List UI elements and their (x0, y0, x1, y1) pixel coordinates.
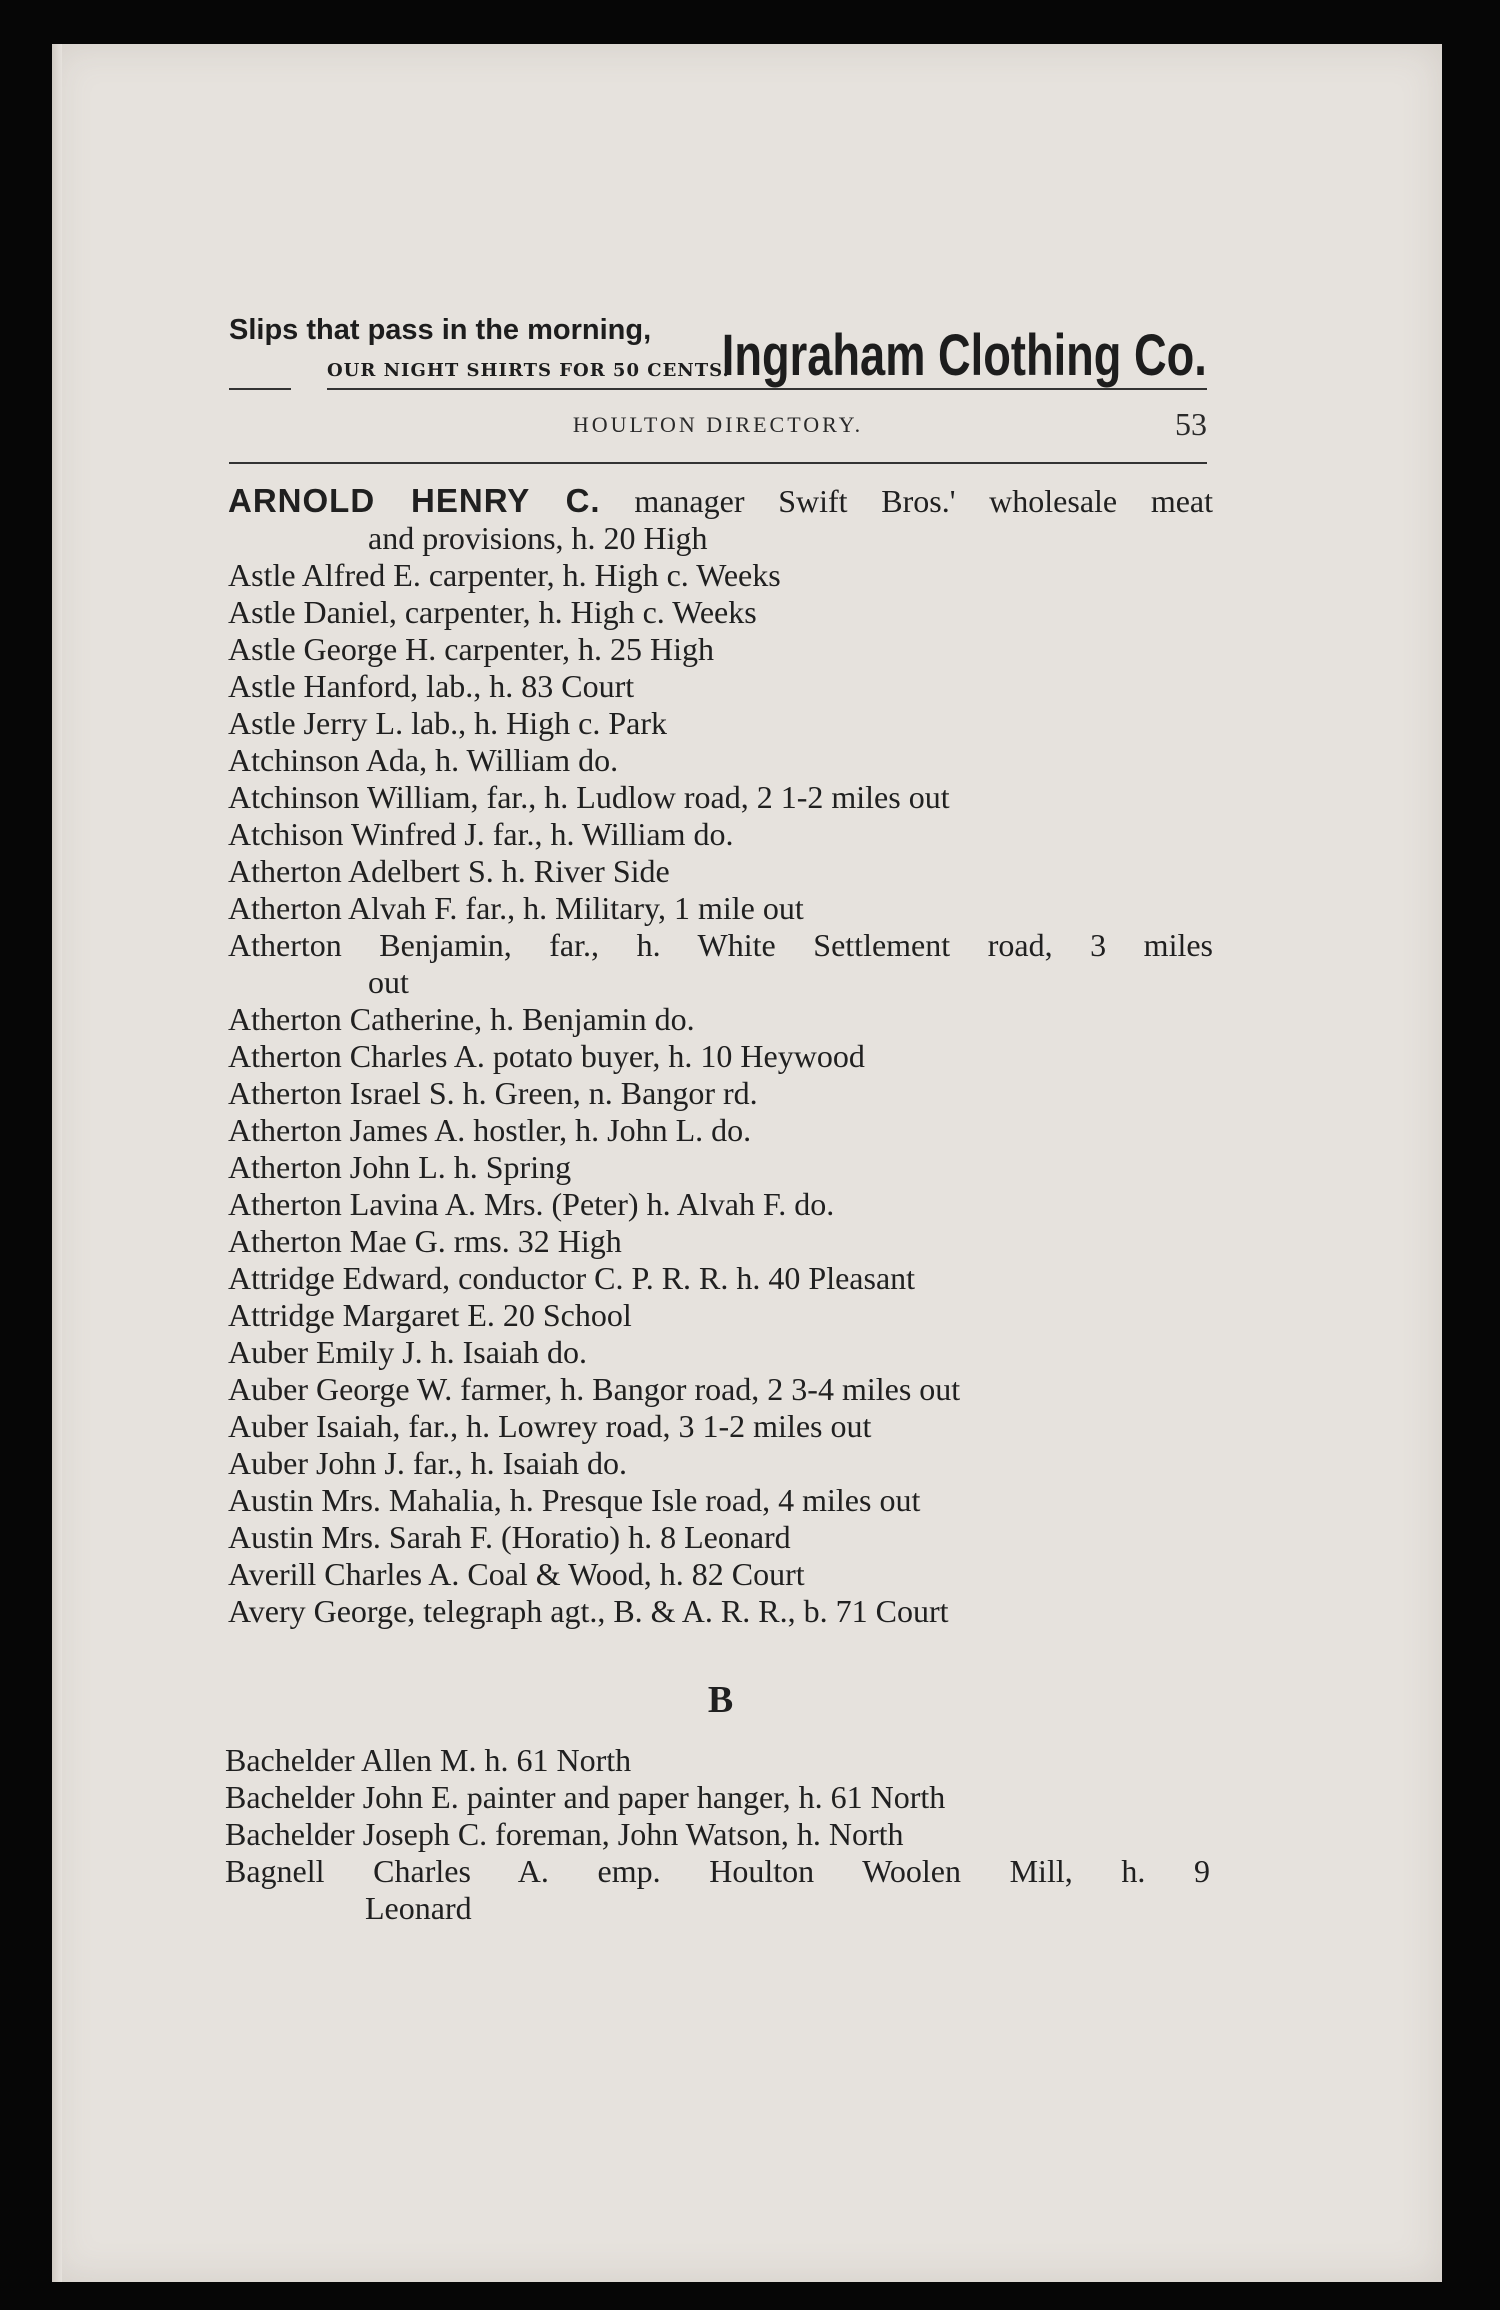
directory-entry (228, 816, 1213, 853)
entry-text: Atchison Winfred J. far., h. William do. (228, 816, 734, 852)
lead-entry-rest: manager Swift Bros.' wholesale meat (634, 483, 1214, 519)
directory-entry (228, 631, 1213, 668)
entry-text: Auber Isaiah, far., h. Lowrey road, 3 1-2 miles out (228, 1408, 872, 1444)
entry-text: Astle Hanford, lab., h. 83 Court (228, 668, 635, 704)
directory-entry (228, 1001, 1213, 1038)
directory-entry (228, 1482, 1213, 1519)
lead-entry-continuation: and provisions, h. 20 High (368, 520, 708, 556)
directory-entry (228, 594, 1213, 631)
entry-text: Auber George W. farmer, h. Bangor road, 2 3-4 miles out (228, 1371, 961, 1407)
directory-entry (228, 1260, 1213, 1297)
entry-text: Attridge Margaret E. 20 School (228, 1297, 632, 1333)
section-a-entries (228, 482, 1213, 1630)
entry-list-b (225, 1742, 1210, 1927)
directory-entry (228, 742, 1213, 779)
directory-entry (228, 557, 1213, 594)
entry-text: Austin Mrs. Sarah F. (Horatio) h. 8 Leonard (228, 1519, 791, 1555)
directory-entry (228, 668, 1213, 705)
directory-entry (228, 890, 1213, 927)
ad-brand-name: Ingraham Clothing Co. (721, 323, 1207, 388)
lead-entry-line (228, 482, 1213, 520)
directory-entry (225, 1816, 1210, 1853)
entry-text: Bagnell Charles A. emp. Houlton Woolen Mill, h. 9 (225, 1853, 1210, 1889)
entry-text: Astle Jerry L. lab., h. High c. Park (228, 705, 668, 741)
directory-entry (228, 1408, 1213, 1445)
directory-entry (228, 1556, 1213, 1593)
running-title: HOULTON DIRECTORY. (572, 412, 864, 437)
entry-text: Atherton Israel S. h. Green, n. Bangor rd. (228, 1075, 758, 1111)
entry-text: Atherton Benjamin, far., h. White Settlement road, 3 miles (228, 927, 1213, 963)
lead-entry-name: ARNOLD HENRY C. (228, 482, 601, 519)
entry-text: Bachelder Allen M. h. 61 North (225, 1742, 632, 1778)
entry-text: Atherton Mae G. rms. 32 High (228, 1223, 622, 1259)
entry-text: Bachelder John E. painter and paper hanger, h. 61 North (225, 1779, 946, 1815)
ad-slogan: Slips that pass in the morning, (229, 314, 652, 346)
section-b-entries (225, 1742, 1210, 1927)
directory-entry (228, 1371, 1213, 1408)
entry-text: Atherton Adelbert S. h. River Side (228, 853, 670, 889)
entry-text: Auber Emily J. h. Isaiah do. (228, 1334, 588, 1370)
page-edge (52, 44, 62, 2282)
ad-offer: OUR NIGHT SHIRTS FOR 50 CENTS. (327, 360, 730, 381)
entry-text: Astle Daniel, carpenter, h. High c. Weeks (228, 594, 757, 630)
entry-text: Astle Alfred E. carpenter, h. High c. Weeks (228, 557, 781, 593)
directory-entry (228, 1223, 1213, 1260)
page-number: 53 (1175, 406, 1207, 442)
entry-text: Austin Mrs. Mahalia, h. Presque Isle road, 4 miles out (228, 1482, 921, 1518)
entry-text: Atherton Charles A. potato buyer, h. 10 Heywood (228, 1038, 865, 1074)
directory-entry (228, 1519, 1213, 1556)
directory-entry (228, 927, 1213, 1001)
entry-text: Attridge Edward, conductor C. P. R. R. h. 40 Pleasant (228, 1260, 916, 1296)
directory-entry (228, 1297, 1213, 1334)
entry-list (228, 557, 1213, 1630)
directory-entry (228, 1075, 1213, 1112)
entry-continuation: out (368, 964, 409, 1000)
head-rule (229, 462, 1207, 464)
entry-text: Bachelder Joseph C. foreman, John Watson, h. North (225, 1816, 904, 1852)
entry-text: Atherton Lavina A. Mrs. (Peter) h. Alvah F. do. (228, 1186, 835, 1222)
directory-entry (228, 705, 1213, 742)
entry-text: Atherton Catherine, h. Benjamin do. (228, 1001, 695, 1037)
directory-entry (228, 779, 1213, 816)
directory-entry (228, 1038, 1213, 1075)
entry-text: Atherton Alvah F. far., h. Military, 1 mile out (228, 890, 804, 926)
entry-text: Atchinson William, far., h. Ludlow road, 2 1-2 miles out (228, 779, 950, 815)
directory-entry (225, 1779, 1210, 1816)
entry-text: Atchinson Ada, h. William do. (228, 742, 619, 778)
ad-rule-left (229, 388, 291, 390)
advertisement-header (229, 256, 1207, 396)
lead-entry (228, 482, 1213, 557)
directory-entry (228, 1334, 1213, 1371)
entry-text: Auber John J. far., h. Isaiah do. (228, 1445, 628, 1481)
entry-text: Astle George H. carpenter, h. 25 High (228, 631, 714, 667)
directory-entry (228, 1149, 1213, 1186)
entry-text: Avery George, telegraph agt., B. & A. R. R., b. 71 Court (228, 1593, 949, 1629)
entry-text: Atherton James A. hostler, h. John L. do. (228, 1112, 752, 1148)
directory-entry (225, 1742, 1210, 1779)
directory-entry (228, 1186, 1213, 1223)
section-b-heading: B (707, 1679, 734, 1721)
entry-text: Averill Charles A. Coal & Wood, h. 82 Court (228, 1556, 805, 1592)
directory-entry (228, 853, 1213, 890)
directory-entry (228, 1112, 1213, 1149)
directory-entry (228, 1593, 1213, 1630)
entry-continuation: Leonard (365, 1890, 472, 1926)
directory-entry (228, 1445, 1213, 1482)
entry-text: Atherton John L. h. Spring (228, 1149, 572, 1185)
ad-rule-right (327, 388, 1207, 390)
running-head (229, 406, 1207, 452)
directory-entry (225, 1853, 1210, 1927)
